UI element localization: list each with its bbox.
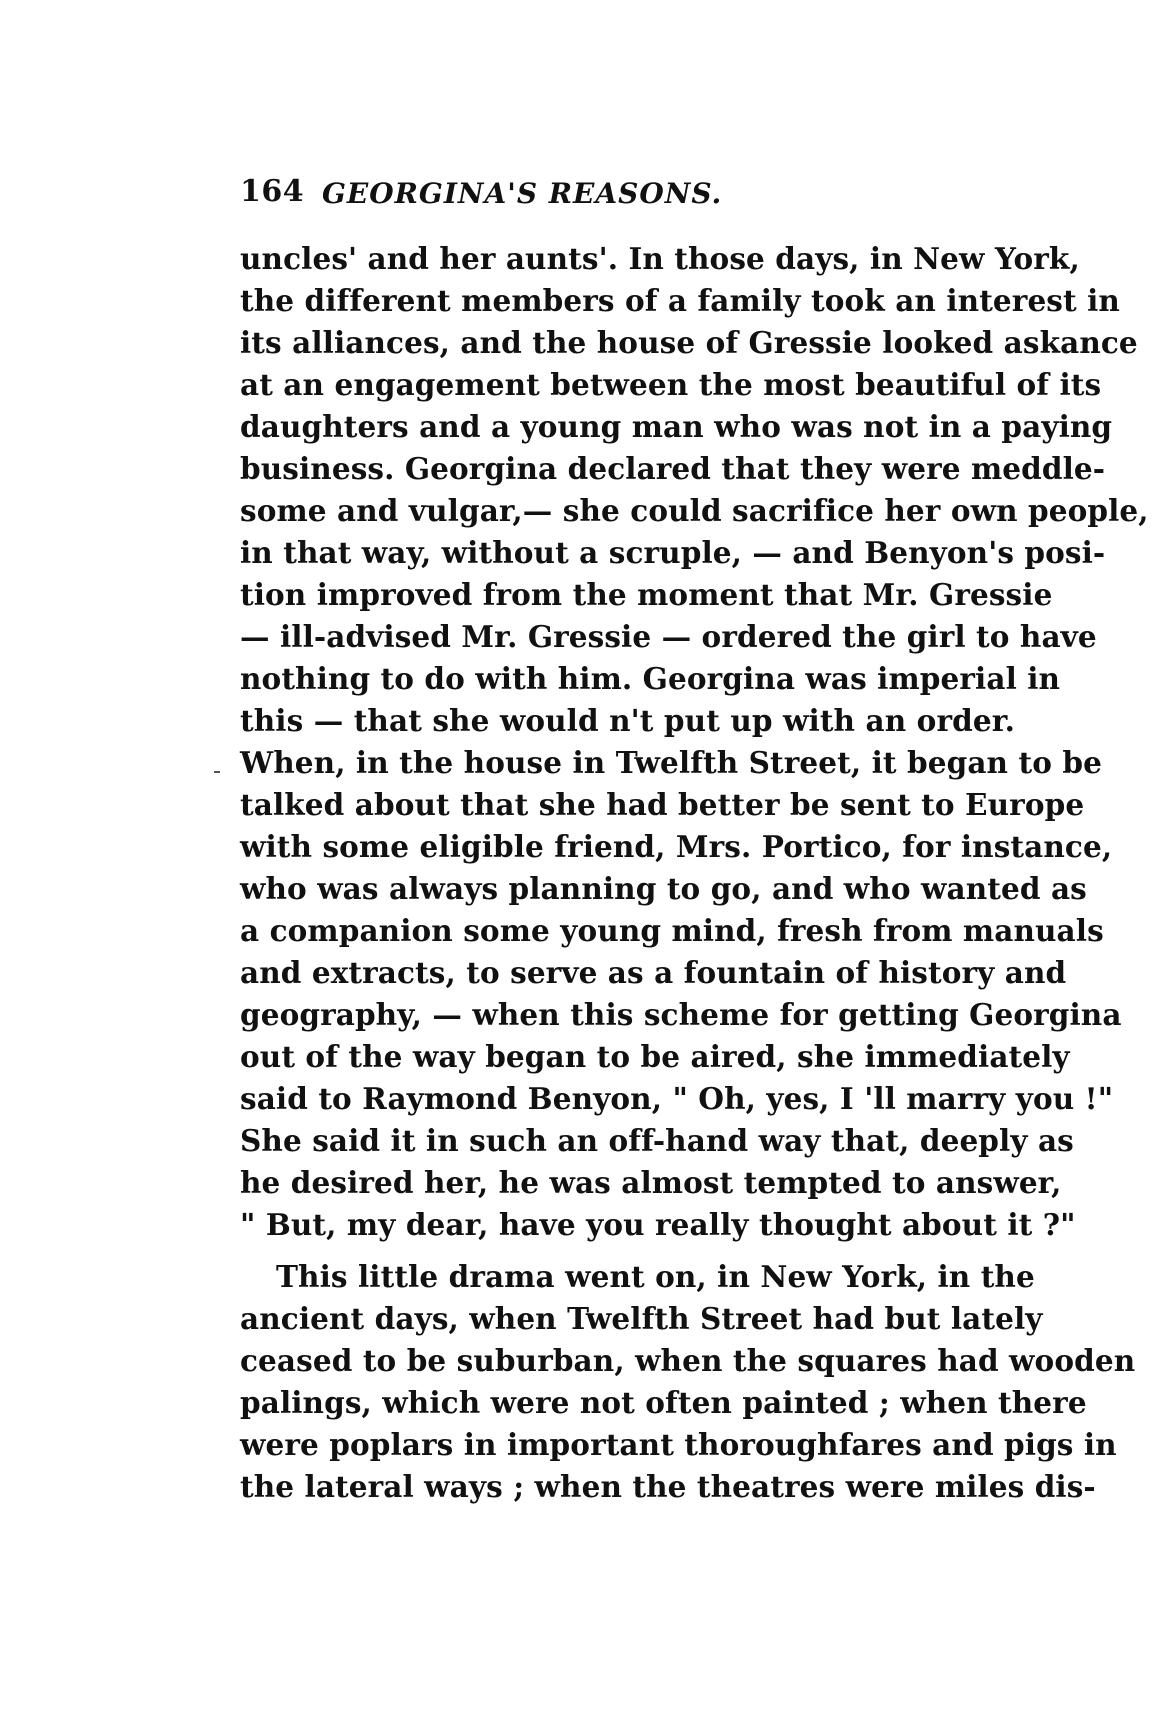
text-line: talked about that she had better be sent to Europe — [240, 787, 1085, 822]
text-line: and extracts, to serve as a fountain of history and — [240, 955, 1067, 990]
text-line: — ill-advised Mr. Gressie — ordered the girl to have — [240, 619, 1097, 654]
text-line: geography, — when this scheme for getting Georgina — [240, 997, 1122, 1032]
body-text — [240, 238, 1149, 1508]
paragraph-2 — [240, 1256, 1136, 1508]
paragraph-gap — [240, 1246, 1015, 1256]
text-line: ancient days, when Twelfth Street had but lately — [240, 1301, 1043, 1336]
text-line: out of the way began to be aired, she immediately — [240, 1039, 1070, 1074]
running-head: GEORGINA'S REASONS. — [322, 177, 723, 210]
text-line: in that way, without a scruple, — and Benyon's posi- — [240, 535, 1106, 570]
page-header — [240, 174, 1040, 222]
text-line: tion improved from the moment that Mr. Gressie — [240, 577, 1053, 612]
page-number: 164 — [240, 174, 305, 209]
text-line: This little drama went on, in New York, in the — [276, 1259, 1035, 1294]
margin-mark — [214, 771, 220, 773]
paragraph-1 — [240, 238, 1149, 1246]
text-line: When, in the house in Twelfth Street, it began to be — [240, 745, 1102, 780]
text-line: a companion some young mind, fresh from manuals — [240, 913, 1104, 948]
text-line: " But, my dear, have you really thought about it ?" — [240, 1207, 1076, 1242]
text-line: said to Raymond Benyon, " Oh, yes, I 'll marry you !" — [240, 1081, 1114, 1116]
text-line: were poplars in important thoroughfares and pigs in — [240, 1427, 1117, 1462]
text-line: the lateral ways ; when the theatres were miles dis- — [240, 1469, 1096, 1504]
text-line: some and vulgar,— she could sacrifice her own people, — [240, 493, 1149, 528]
text-line: its alliances, and the house of Gressie looked askance — [240, 325, 1138, 360]
text-line: palings, which were not often painted ; when there — [240, 1385, 1087, 1420]
text-line: She said it in such an off-hand way that, deeply as — [240, 1123, 1074, 1158]
text-line: ceased to be suburban, when the squares had wooden — [240, 1343, 1136, 1378]
text-line: who was always planning to go, and who wanted as — [240, 871, 1087, 906]
text-line: business. Georgina declared that they were meddle- — [240, 451, 1106, 486]
text-line: with some eligible friend, Mrs. Portico, for instance, — [240, 829, 1113, 864]
text-line: this — that she would n't put up with an order. — [240, 703, 1015, 738]
text-line: daughters and a young man who was not in a paying — [240, 409, 1113, 444]
text-line: at an engagement between the most beautiful of its — [240, 367, 1102, 402]
text-line: nothing to do with him. Georgina was imperial in — [240, 661, 1061, 696]
text-line: uncles' and her aunts'. In those days, in New York, — [240, 241, 1080, 276]
text-line: he desired her, he was almost tempted to answer, — [240, 1165, 1062, 1200]
text-line: the different members of a family took an interest in — [240, 283, 1120, 318]
